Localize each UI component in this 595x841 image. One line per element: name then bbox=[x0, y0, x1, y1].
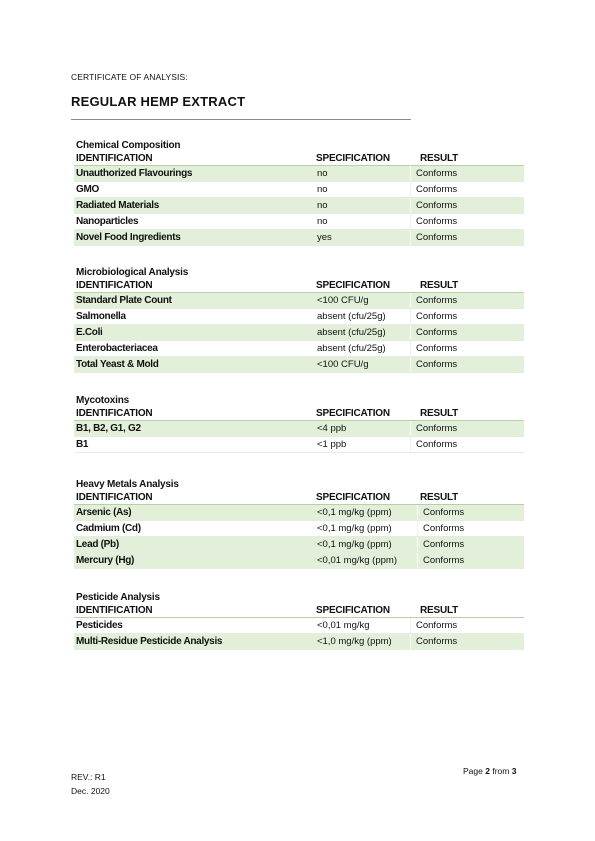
header-specification: SPECIFICATION bbox=[316, 492, 390, 503]
row-result: Conforms bbox=[416, 439, 458, 450]
table-row bbox=[74, 357, 524, 373]
header-identification: IDENTIFICATION bbox=[76, 605, 153, 616]
table-row bbox=[74, 230, 524, 246]
row-specification: no bbox=[317, 200, 328, 211]
header-specification: SPECIFICATION bbox=[316, 153, 390, 164]
header-identification: IDENTIFICATION bbox=[76, 408, 153, 419]
table-row bbox=[74, 182, 524, 198]
table-row bbox=[74, 537, 524, 553]
row-identification: Enterobacteriacea bbox=[76, 343, 158, 354]
section-title: Chemical Composition bbox=[76, 140, 181, 151]
row-identification: Radiated Materials bbox=[76, 200, 159, 211]
table-header bbox=[74, 407, 524, 421]
row-specification: no bbox=[317, 168, 328, 179]
header-identification: IDENTIFICATION bbox=[76, 492, 153, 503]
footer-revision-block bbox=[71, 770, 110, 798]
table-row bbox=[74, 198, 524, 214]
row-identification: Mercury (Hg) bbox=[76, 555, 135, 566]
table-row bbox=[74, 214, 524, 230]
section-pesticide-analysis bbox=[74, 591, 524, 650]
header-result: RESULT bbox=[420, 605, 459, 616]
row-identification: B1, B2, G1, G2 bbox=[76, 423, 141, 434]
row-result: Conforms bbox=[423, 523, 465, 534]
row-identification: Salmonella bbox=[76, 311, 126, 322]
section-microbiological-analysis bbox=[74, 266, 524, 373]
header-specification: SPECIFICATION bbox=[316, 280, 390, 291]
row-specification: <100 CFU/g bbox=[317, 359, 369, 370]
title-divider bbox=[71, 119, 411, 120]
row-specification: absent (cfu/25g) bbox=[317, 343, 386, 354]
page-mid: from bbox=[492, 766, 510, 776]
row-specification: <0,01 mg/kg bbox=[317, 620, 370, 631]
row-identification: GMO bbox=[76, 184, 99, 195]
row-specification: <1 ppb bbox=[317, 439, 347, 450]
table-header bbox=[74, 491, 524, 505]
row-identification: Lead (Pb) bbox=[76, 539, 119, 550]
table-row bbox=[74, 505, 524, 521]
page-indicator bbox=[463, 766, 516, 776]
table-header bbox=[74, 279, 524, 293]
row-specification: no bbox=[317, 184, 328, 195]
header-result: RESULT bbox=[420, 280, 459, 291]
row-result: Conforms bbox=[416, 184, 458, 195]
page-total: 3 bbox=[511, 766, 517, 776]
header-result: RESULT bbox=[420, 408, 459, 419]
row-identification: E.Coli bbox=[76, 327, 103, 338]
row-identification: Total Yeast & Mold bbox=[76, 359, 159, 370]
revision-label: REV.: R1 bbox=[71, 772, 106, 782]
row-result: Conforms bbox=[416, 216, 458, 227]
row-specification: no bbox=[317, 216, 328, 227]
table-header bbox=[74, 152, 524, 166]
row-result: Conforms bbox=[423, 555, 465, 566]
row-specification: <0,1 mg/kg (ppm) bbox=[317, 507, 392, 518]
row-result: Conforms bbox=[416, 620, 458, 631]
header-specification: SPECIFICATION bbox=[316, 408, 390, 419]
section-title: Heavy Metals Analysis bbox=[76, 479, 179, 490]
row-identification: B1 bbox=[76, 439, 89, 450]
row-specification: <100 CFU/g bbox=[317, 295, 369, 306]
header-result: RESULT bbox=[420, 153, 459, 164]
row-result: Conforms bbox=[416, 295, 458, 306]
table-row bbox=[74, 421, 524, 437]
table-row bbox=[74, 325, 524, 341]
table-row bbox=[74, 293, 524, 309]
row-result: Conforms bbox=[416, 359, 458, 370]
page-current: 2 bbox=[485, 766, 490, 776]
row-identification: Cadmium (Cd) bbox=[76, 523, 141, 534]
row-specification: <0,1 mg/kg (ppm) bbox=[317, 539, 392, 550]
row-result: Conforms bbox=[423, 507, 465, 518]
header-result: RESULT bbox=[420, 492, 459, 503]
row-specification: absent (cfu/25g) bbox=[317, 327, 386, 338]
row-result: Conforms bbox=[416, 200, 458, 211]
table-row bbox=[74, 553, 524, 569]
section-heavy-metals-analysis bbox=[74, 478, 524, 569]
row-identification: Standard Plate Count bbox=[76, 295, 172, 306]
table-row bbox=[74, 618, 524, 634]
row-identification: Multi-Residue Pesticide Analysis bbox=[76, 636, 223, 647]
row-result: Conforms bbox=[416, 327, 458, 338]
row-result: Conforms bbox=[416, 636, 458, 647]
row-specification: absent (cfu/25g) bbox=[317, 311, 386, 322]
table-row bbox=[74, 341, 524, 357]
row-identification: Nanoparticles bbox=[76, 216, 139, 227]
header-identification: IDENTIFICATION bbox=[76, 153, 153, 164]
row-result: Conforms bbox=[416, 232, 458, 243]
section-title: Pesticide Analysis bbox=[76, 592, 160, 603]
row-result: Conforms bbox=[423, 539, 465, 550]
row-specification: <1,0 mg/kg (ppm) bbox=[317, 636, 392, 647]
row-specification: <0,1 mg/kg (ppm) bbox=[317, 523, 392, 534]
row-identification: Pesticides bbox=[76, 620, 123, 631]
document-title: REGULAR HEMP EXTRACT bbox=[71, 94, 246, 109]
table-row bbox=[74, 437, 524, 453]
row-result: Conforms bbox=[416, 168, 458, 179]
table-row bbox=[74, 309, 524, 325]
certificate-label: CERTIFICATE OF ANALYSIS: bbox=[71, 72, 188, 82]
row-specification: yes bbox=[317, 232, 332, 243]
section-title: Mycotoxins bbox=[76, 395, 130, 406]
row-specification: <4 ppb bbox=[317, 423, 347, 434]
table-row bbox=[74, 521, 524, 537]
section-title: Microbiological Analysis bbox=[76, 267, 189, 278]
row-result: Conforms bbox=[416, 311, 458, 322]
section-chemical-composition bbox=[74, 139, 524, 246]
row-specification: <0,01 mg/kg (ppm) bbox=[317, 555, 397, 566]
section-mycotoxins bbox=[74, 394, 524, 453]
table-header bbox=[74, 604, 524, 618]
row-result: Conforms bbox=[416, 423, 458, 434]
header-specification: SPECIFICATION bbox=[316, 605, 390, 616]
row-identification: Arsenic (As) bbox=[76, 507, 132, 518]
row-identification: Novel Food Ingredients bbox=[76, 232, 181, 243]
page-prefix: Page bbox=[463, 766, 483, 776]
table-row bbox=[74, 634, 524, 650]
revision-date: Dec. 2020 bbox=[71, 786, 110, 796]
row-identification: Unauthorized Flavourings bbox=[76, 168, 193, 179]
header-identification: IDENTIFICATION bbox=[76, 280, 153, 291]
table-row bbox=[74, 166, 524, 182]
row-result: Conforms bbox=[416, 343, 458, 354]
